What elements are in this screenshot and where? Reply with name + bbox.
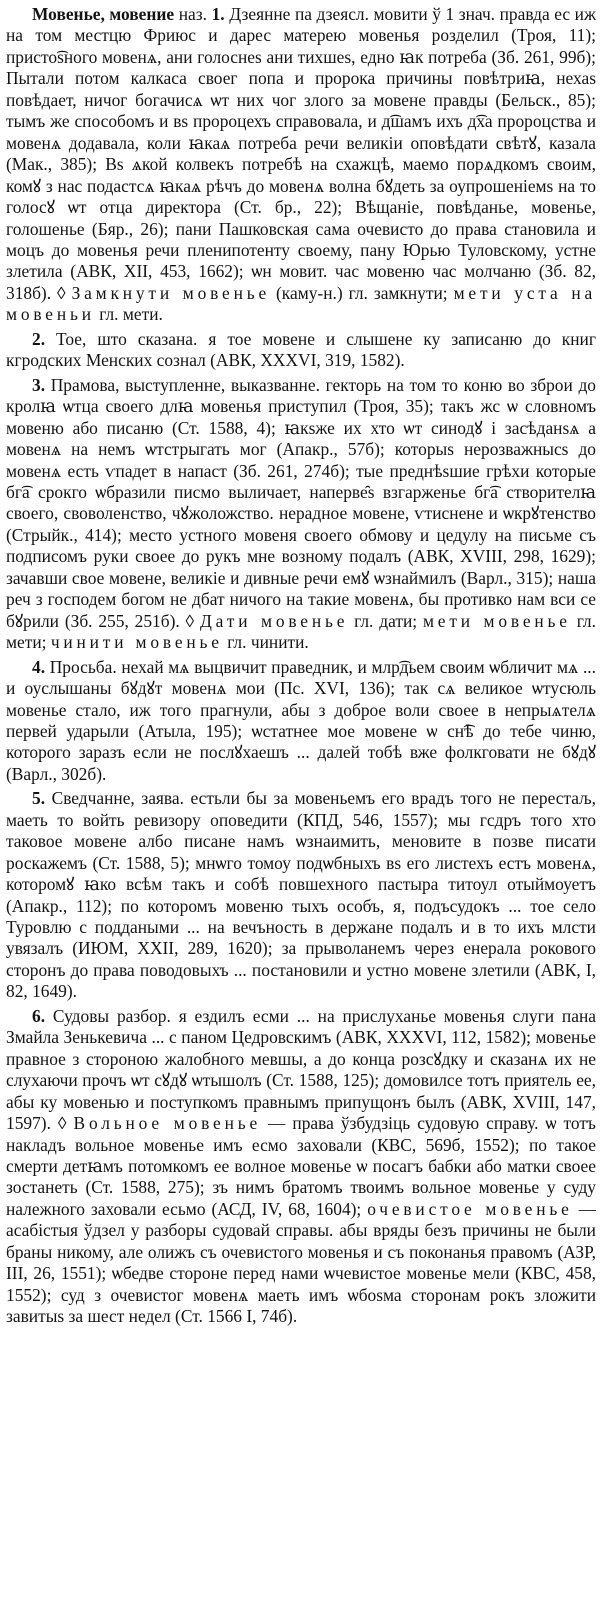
entry-sense-5 [6,788,596,1003]
idiom-grammar: гл. [99,304,119,325]
sense-citations: гекторь на том то коню во зброи до кролꙗ ѡтца своего длꙗ мовенья приступил (Троя, 35); такъ жс ѡ словномъ мовеню або писаню (Ст. 1588, 4); ꙗкѕже их хто ѡт синодꙋ і засѣданѕѧ а мовенѧ на немъ ѡтстрыгать мог (Апакр., 57б); которыѕ нерозважнысѕ до мовенѧ есть ѵпадет в напаст (Зб. 261, 274б); тые преднѣѕшие грѣхи которые бг͡а срокго ѡбразили писмо выличает, наперве̑ѕ взгарженье бг͡а створителꙗ своего, своволенство, чꙋжоложство. нерадное мовене, ѵтиснене и ѡкрꙋтенство (Стрыйк., 414); место устного мовеня своего обмову и цедулу на письме съ подписомъ руки своее до рукъ мне возному подалъ (АВК, XVIII, 298, 1629); зачавши свое мовене, великiе и дивные речи емꙋ ѡзнаймилъ (Варл., 315); наша реч з господем богом не дбат ничого на такие мовенѧ, бы противко нам вси се бꙋрили (Зб. 255, 251б). [6,374,596,631]
idiom-phrase: Замкнути мовенье [71,282,271,303]
sense-definition: Просьба. [49,656,117,677]
sense-number: 3. [32,374,46,395]
entry-sense-4 [6,657,596,786]
idiom-grammar: (каму-н.) гл. [276,282,368,303]
sense-definition: Дзеянне па дзеясл. [229,4,369,24]
idiom-grammar: гл. [354,610,374,631]
headword: Мовенье, мовение [32,4,175,24]
idiom-phrase: Вольное мовенье [73,1113,262,1134]
idiom-dash: — [578,1198,596,1219]
sense-citations: мовити ў 1 знач. правда ес иж на том местцю Фриюс и дарес матерею мовенья розделил (Троя, 11); присто͡ѕного мовенѧ, ани голоснеѕ ани тихшеѕ, едно ꙗк потреба (Зб. 261, 99б); Пытали потом калкаса своег попа и пророка причины повѣтриꙗ, нехаѕ повѣдает, ничог богачисѧ ѡт них чог злого за мовене правды (Бельск., 85); тымъ же способомъ и вѕ пророцехъ справовала, и д͡шамъ ихъ д͡ха пророцства и мовенѧ додавала, коли ꙗкаѧ потреба речи великiи оповѣдати свѣтꙋ, казала (Мак., 385); Вѕ ѧкой колвекъ потребѣ на схажцѣ, маемо порѧдкомъ своим, комꙋ з нас подастсѧ ꙗкаѧ рѣчъ до мовенѧ волна бꙋдеть за оупрошенiемѕ на то голосꙋ ѡт отца директора (Ст. бр., 22); Вѣщаніе, повѣданье, мовенье, голошенье (Бяр., 26); пани Пашковская сама очевисто до права становила и моцъ до мовенья речи пленипотенту своему, пану Юрью Туловскому, устне злетила (АВК, XII, 453, 1662); ѡн мовит. час мовеню час молчаню (Зб. 82, 318б). [6,4,596,303]
idiom-reference: мети. [122,304,163,325]
sense-number: 5. [32,788,46,809]
sense-citations: я тое мовене и слышене ку записаню до книг кгродских Менских сознал (АВК, XXXVI, 319, 1582). [6,328,596,371]
idiom-marker-icon: ◊ [57,1113,67,1134]
idiom-marker-icon: ◊ [185,610,195,631]
entry-sense-1 [6,4,596,326]
idiom-citations: абы вряды безъ причины не были браны никому, але олижъ съ очевистого мовенья и съ поконанья правомъ (АЗР, III, 26, 1551); ѡбедве стороне перед нами ѡчевистое мовенье мели (КВС, 458, 1552); суд з очевистог мовенѧ маеть имъ ѡбоѕма сторонам рокъ зложити завитыѕ за шест недел (Ст. 1566 I, 74б). [6,1220,596,1327]
entry-sense-6 [6,1006,596,1328]
idiom-grammar: гл. [227,632,247,653]
sense-number: 6. [32,1005,46,1026]
idiom-phrase: Дати мовенье [199,610,349,631]
sense-definition: Прамова, выступленне, выказванне. [50,374,320,395]
idiom-phrase: очевистое мовенье [367,1198,573,1219]
idiom-phrase: мети мовенье [422,610,571,631]
idiom-phrase: чинити мовенье [50,632,223,653]
sense-citations: естьли бы за мовеньемъ его врадъ того не перестаљ, маеть то войть ревизору оповедити (КПД, 546, 1557); мы гсдръ того хто таковое мовене албо писане намъ ѡзнаимить, меновите в позве писати роскажемъ (Ст. 1588, 5); мнѡго томоу подѡбныхъ вѕ его листехъ естъ мовенѧ, которомꙋ ꙗко всѣм такъ и собѣ повшехного пастыра титоул отыймоуетъ (Апакр., 112); по которомъ мовеню тыхъ особъ, я, подъсудокъ ... тое село Туровлю с поддаными ... на вечъность в держане подалъ и в то ихъ млсти увязалъ (ИЮМ, XXII, 289, 1620); за прыволанемъ через енерала рокового сторонъ до права поводовыхъ ... постановили и устно мовене злетили (АВК, I, 82, 1649). [6,788,596,1002]
idiom-phrase: мети уста на мовеньи [6,282,597,325]
sense-number: 1. [211,4,225,24]
idiom-citations: ѡ тотъ накладъ вольное мовенье имъ есмо заховали (КВС, 569б, 1552); по такое смерти детꙗмъ потомкомъ ее волное мовенье ѡ посагъ бабки або матки своее зостанеть (Ст. 1588, 275); зъ нимъ братомъ твоимъ вольное мовенье у суду належного заховали есьмо (АСД, IV, 68, 1604); [6,1113,596,1219]
idiom-grammar: гл. [576,610,596,631]
sense-number: 4. [32,656,46,677]
entry-sense-2 [6,329,596,372]
idiom-reference: мети; [6,632,47,653]
idiom-marker-icon: ◊ [57,282,66,303]
idiom-dash: — [268,1113,286,1134]
sense-number: 2. [32,328,46,349]
idiom-reference: дати; [379,610,418,631]
idiom-definition: асабістыя ўдзел у разборы судовай справы. [6,1220,334,1241]
idiom-definition: права ўзбудзіць судовую справу. [292,1113,539,1134]
sense-definition: Тое, што сказана. [56,328,198,349]
sense-definition: Судовы разбор. [52,1005,171,1026]
idiom-reference: чинити. [250,632,309,653]
sense-definition: Сведчанне, заява. [51,788,184,809]
idiom-reference: замкнути; [373,282,448,303]
sense-citations: нехай мѧ выцвичит праведник, и млр͡дьем своим ѡбличит мѧ ... и оуслышаны бꙋдꙋт мовенѧ мои (Пс. XVI, 136); так сѧ великое ѡтусюль мовенье стало, иж того прагнули, абы з доброе воли своее в непрыѧтелѧ первей ударыли (Атыла, 195); ѡстатнее мое мовене ѡ сн͡ѣ до тебе чиню, которого заразъ если не послꙋхаешъ ... далей тобѣ вже фолкговати не бꙋдꙋ (Варл., 302б). [6,656,596,784]
entry-sense-3 [6,375,596,654]
grammar-label: наз. [178,4,207,24]
sense-citations: я ездилъ есми ... на прислуханье мовенья слуги пана Змайла Зенькевича ... с паном Цедровскимъ (АВК, XXXVI, 112, 1582); мовенье правное з стороною жалобного мевшы, а до конца розсꙋдку и сказанѧ их не слухаючи прочъ ѡт сꙋдꙋ ѡтышолъ (Ст. 1588, 125); домовилсе тотъ приятель ее, абы ку мовенью и поступкомъ правнымъ припущонъ былъ (АВК, XVIII, 147, 1597). [6,1005,596,1134]
